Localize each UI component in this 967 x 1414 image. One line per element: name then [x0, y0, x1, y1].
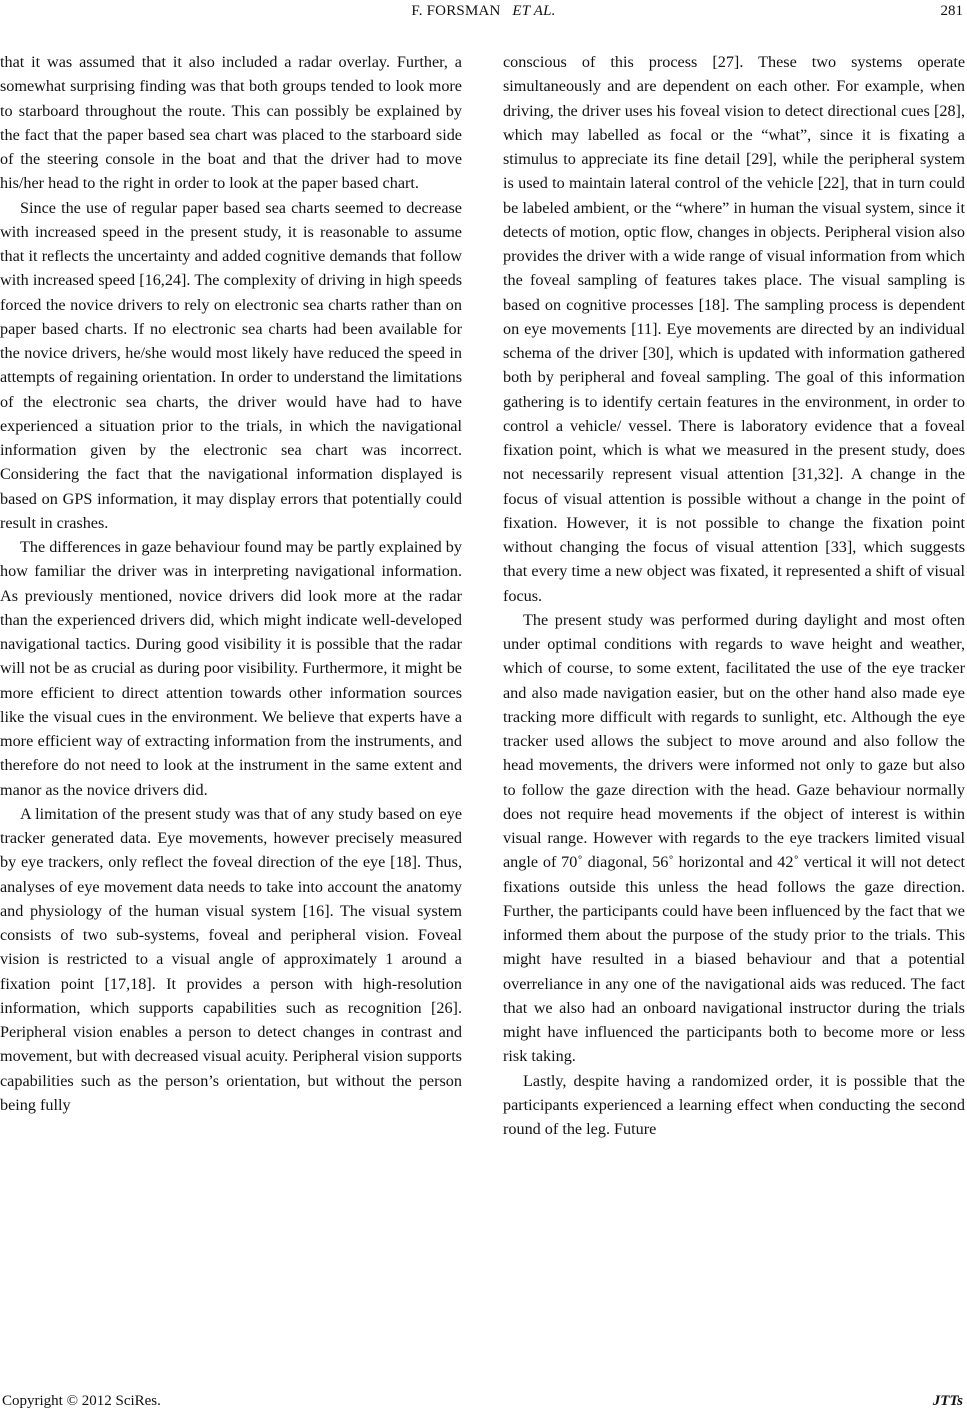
left-column: [0, 50, 462, 1117]
paragraph: Lastly, despite having a randomized order, it is possible that the participants experienced a learning effect when conducting the second round of the leg. Future: [503, 1071, 965, 1138]
page-footer: [0, 1393, 967, 1413]
paragraph: A limitation of the present study was that of any study based on eye tracker generated data. Eye movements, however precisely measured by eye trackers, only reflect the foveal direction of the eye [18]. Thus, analyses of eye movement data needs to take into account the anatomy and physiology of the human visual system [16]. The visual system consists of two sub-systems, foveal and peripheral vision. Foveal vision is restricted to a visual angle of approximately 1 around a fixation point [17,18]. It provides a person with high-resolution information, which supports capabilities such as recognition [26]. Peripheral vision enables a person to detect changes in contrast and movement, but with decreased visual acuity. Peripheral vision supports capabilities such as the person’s orientation, but without the person being fully: [0, 804, 462, 1114]
running-header-authors: [0, 3, 967, 20]
header-et-al: ET AL.: [512, 3, 556, 19]
right-column: [503, 50, 965, 1141]
paragraph: The present study was performed during daylight and most often under optimal conditions with regards to wave height and weather, which of course, to some extent, facilitated the use of the eye tracker and also made navigation easier, but on the other hand also made eye tracking more difficult with regards to sunlight, etc. Although the eye tracker used allows the subject to move around and also follow the head movements, the drivers were informed not only to gaze but also to follow the gaze direction with the head. Gaze behaviour normally does not require head movements if the object of interest is within visual range. However with regards to the eye trackers limited visual angle of 70˚ diagonal, 56˚ horizontal and 42˚ vertical it will not detect fixations outside this unless the head follows the gaze direction. Further, the participants could have been influenced by the fact that we informed them about the purpose of the study prior to the trials. This might have resulted in a biased behaviour and that a potential overreliance in any one of the navigational aids was reduced. The fact that we also had an onboard navigational instructor during the trials might have influenced the participants both to become more or less risk taking.: [503, 610, 965, 1066]
paragraph: that it was assumed that it also included a radar overlay. Further, a somewhat surprising finding was that both groups tended to look more to starboard throughout the route. This can possibly be explained by the fact that the paper based sea chart was placed to the starboard side of the steering console in the boat and that the driver had to move his/her head to the right in order to look at the paper based chart.: [0, 53, 462, 193]
header-author-name: F. FORSMAN: [411, 3, 501, 19]
paragraph: The differences in gaze behaviour found may be partly explained by how familiar the driver was in interpreting navigational information. As previously mentioned, novice drivers did look more at the radar than the experienced drivers did, which might indicate well-developed navigational tactics. During good visibility it is possible that the radar will not be as crucial as during poor visibility. Furthermore, it might be more efficient to direct attention towards other information sources like the visual cues in the environment. We believe that experts have a more efficient way of extracting information from the instruments, and therefore do not need to look at the instrument in the same extent and manor as the novice drivers did.: [0, 538, 462, 799]
journal-abbreviation: JTTs: [932, 1393, 963, 1409]
paragraph: conscious of this process [27]. These two systems operate simultaneously and are dependent on each other. For example, when driving, the driver uses his foveal vision to detect directional cues [28], which may labelled as focal or the “what”, since it is fixating a stimulus to appreciate its fine detail [29], while the peripheral system is used to maintain lateral control of the vehicle [22], that in turn could be labeled ambient, or the “where” in human the visual system, since it detects of motion, optic flow, changes in objects. Peripheral vision also provides the driver with a wide range of visual information from which the foveal sampling of features takes place. The visual sampling is based on cognitive processes [18]. The sampling process is dependent on eye movements [11]. Eye movements are directed by an individual schema of the driver [30], which is updated with information gathered both by peripheral and foveal sampling. The goal of this information gathering is to identify certain features in the environment, in order to control a vehicle/ vessel. There is laboratory evidence that a foveal fixation point, which is what we measured in the present study, does not necessarily represent visual attention [31,32]. A change in the focus of visual attention is possible without a change in the point of fixation. However, it is not possible to change the fixation point without changing the focus of visual attention [33], which suggests that every time a new object was fixated, it represented a shift of visual focus.: [503, 53, 965, 605]
page-number: 281: [940, 3, 963, 19]
paragraph: Since the use of regular paper based sea charts seemed to decrease with increased speed in the present study, it is reasonable to assume that it reflects the uncertainty and added cognitive demands that follow with increased speed [16,24]. The complexity of driving in high speeds forced the novice drivers to rely on electronic sea charts rather than on paper based charts. If no electronic sea charts had been available for the novice drivers, he/she would most likely have reduced the speed in attempts of regaining orientation. In order to understand the limitations of the electronic sea charts, the driver would have had to have experienced a situation prior to the trials, in which the navigational information given by the electronic sea chart was incorrect. Considering the fact that the navigational information displayed is based on GPS information, it may display errors that potentially could result in crashes.: [0, 198, 462, 532]
running-header: [0, 0, 967, 30]
copyright-notice: Copyright © 2012 SciRes.: [2, 1393, 161, 1409]
